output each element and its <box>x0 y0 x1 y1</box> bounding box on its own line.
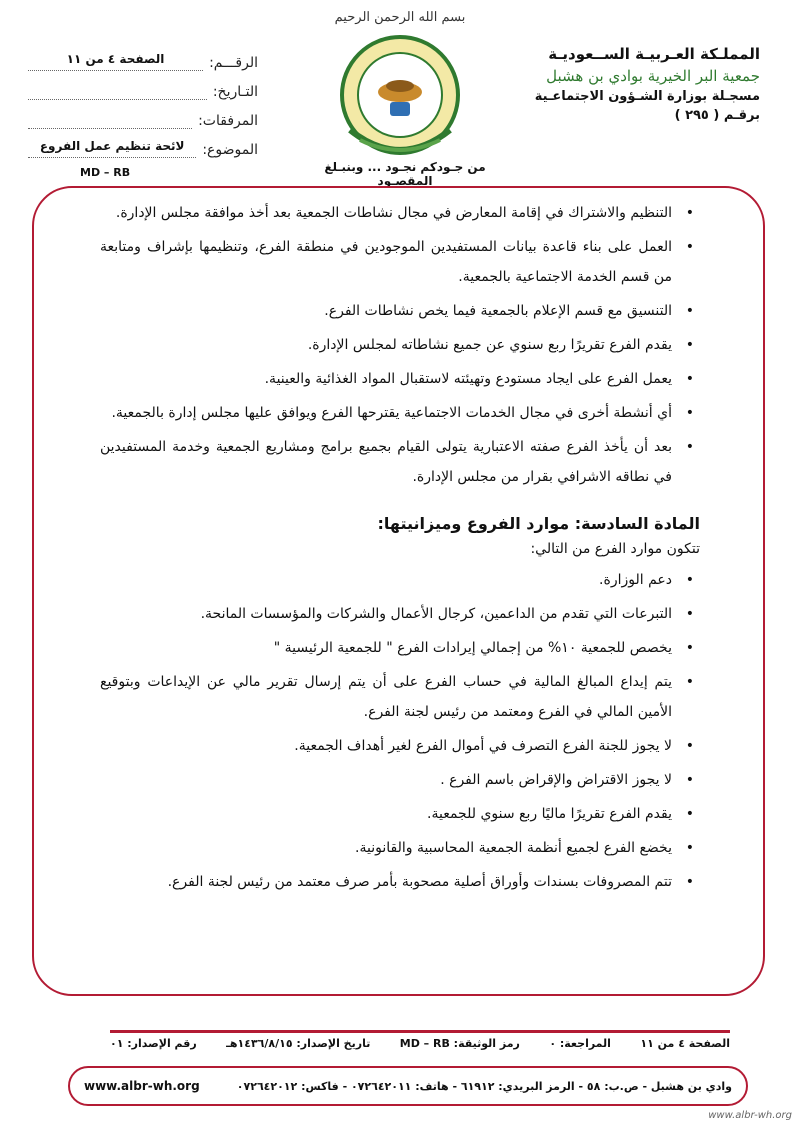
org-country: المملـكة العـربيـة الســعوديـة <box>548 45 760 63</box>
list-item: • يخصص للجمعية ١٠% من إجمالي إيرادات الفرع " للجمعية الرئيسية " <box>100 633 700 663</box>
meta-date-value <box>28 81 207 100</box>
contact-box <box>68 1066 748 1106</box>
basmala: بسم الله الرحمن الرحيم <box>334 10 466 25</box>
meta-attachments-label: المرفقات: <box>198 113 258 129</box>
list-item: • التنسيق مع قسم الإعلام بالجمعية فيما يخص نشاطات الفرع. <box>100 296 700 326</box>
list-item: • تتم المصروفات بسندات وأوراق أصلية مصحوبة بأمر صرف معتمد من رئيس لجنة الفرع. <box>100 867 700 897</box>
list-item: • بعد أن يأخذ الفرع صفته الاعتبارية يتولى القيام بجميع برامج ومشاريع الجمعية وخدمة المستفيدين في نطاقه الاشرافي بقرار من مجلس الإدارة. <box>100 432 700 492</box>
meta-subject-label: الموضوع: <box>202 142 258 158</box>
meta-number-value: الصفحة ٤ من ١١ <box>28 52 203 71</box>
list-item: • دعم الوزارة. <box>100 565 700 595</box>
list-item: • أي أنشطة أخرى في مجال الخدمات الاجتماعية يقترحها الفرع ويوافق عليها مجلس إدارة بالجمعية. <box>100 398 700 428</box>
org-name: جمعية البر الخيرية بوادي بن هشبل <box>546 67 760 85</box>
section-title: المادة السادسة: موارد الفروع وميزانيتها: <box>377 514 700 533</box>
list-item: • يقدم الفرع تقريرًا ماليًا ربع سنوي للجمعية. <box>100 799 700 829</box>
website-link[interactable]: www.albr-wh.org <box>84 1079 200 1093</box>
review: المراجعة: ٠ <box>549 1037 611 1050</box>
footer-info <box>110 1037 730 1050</box>
meta-attachments-value <box>28 110 192 129</box>
doc-code: رمز الوثيقة: MD – RB <box>399 1037 520 1050</box>
issue-number: رقم الإصدار: ٠١ <box>110 1037 197 1050</box>
document-code: MD – RB <box>80 166 131 179</box>
slogan: من جـودكم نجـود ... وبنبـلغ المقصـود <box>324 160 486 188</box>
page-number: الصفحة ٤ من ١١ <box>640 1037 730 1050</box>
list-item: • يتم إيداع المبالغ المالية في حساب الفرع على أن يتم إرسال تقرير مالي عن الإيداعات وبتوقيع الأمين المالي في الفرع ومعتمد من رئيس لجنة الفرع. <box>100 667 700 727</box>
list-item: • العمل على بناء قاعدة بيانات المستفيدين الموجودين في منطقة الفرع، وتنظيمها بإشراف ومتابعة من قسم الخدمة الاجتماعية بالجمعية. <box>100 232 700 292</box>
watermark-url: www.albr-wh.org <box>708 1110 792 1121</box>
list-item: • يعمل الفرع على ايجاد مستودع وتهيئته لاستقبال المواد الغذائية والعينية. <box>100 364 700 394</box>
meta-subject-row <box>28 129 258 158</box>
list-item: • التبرعات التي تقدم من الداعمين، كرجال الأعمال والشركات والمؤسسات المانحة. <box>100 599 700 629</box>
list-item: • لا يجوز الاقتراض والإقراض باسم الفرع . <box>100 765 700 795</box>
meta-date-label: التـاريخ: <box>212 84 258 100</box>
list-item: • لا يجوز للجنة الفرع التصرف في أموال الفرع لغير أهداف الجمعية. <box>100 731 700 761</box>
meta-attachments-row <box>28 100 258 129</box>
issue-date: تاريخ الإصدار: ١٤٣٦/٨/١٥هـ <box>226 1037 371 1050</box>
org-registration-number: برقـم ( ٢٩٥ ) <box>674 108 760 123</box>
meta-subject-value: لائحة تنظيم عمل الفروع <box>28 139 196 158</box>
document-meta <box>28 42 258 158</box>
list-item: • التنظيم والاشتراك في إقامة المعارض في مجال نشاطات الجمعية بعد أخذ موافقة مجلس الإدارة. <box>100 198 700 228</box>
resources-list <box>100 565 700 897</box>
organization-header <box>510 45 760 123</box>
document-body <box>100 198 700 901</box>
meta-number-label: الرقـــم: <box>209 55 258 71</box>
meta-number-row <box>28 42 258 71</box>
activities-list <box>100 198 700 492</box>
list-item: • يقدم الفرع تقريرًا ربع سنوي عن جميع نشاطاته لمجلس الإدارة. <box>100 330 700 360</box>
org-registration: مسجـلة بوزارة الشـؤون الاجتماعـية <box>534 89 760 104</box>
charity-logo-icon <box>330 30 470 170</box>
meta-date-row <box>28 71 258 100</box>
contact-info: وادي بن هشبل - ص.ب: ٥٨ - الرمز البريدي: ٦١٩١٢ - هاتف: ٠٧٢٦٤٢٠١١ - فاكس: ٠٧٢٦٤٢٠١٢ <box>236 1079 732 1093</box>
section-intro: تتكون موارد الفرع من التالي: <box>530 541 700 557</box>
footer-divider <box>110 1030 730 1033</box>
list-item: • يخضع الفرع لجميع أنظمة الجمعية المحاسبية والقانونية. <box>100 833 700 863</box>
